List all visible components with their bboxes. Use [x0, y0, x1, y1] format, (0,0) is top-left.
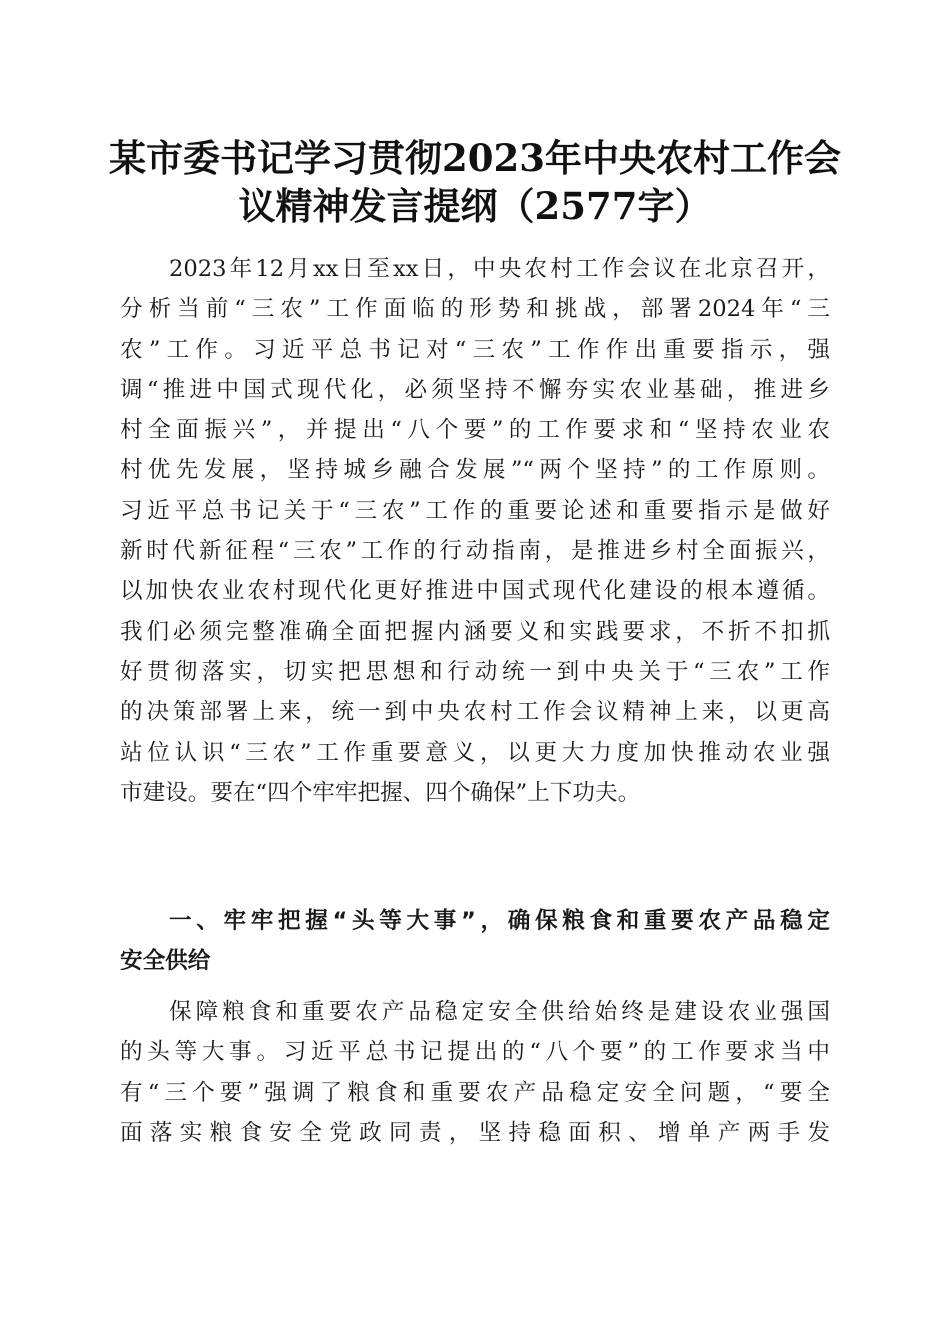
text-line: 我们必须完整准确全面把握内涵要义和实践要求，不折不扣抓 [120, 618, 830, 645]
text-line: 2023年12月xx日至xx日，中央农村工作会议在北京召开， [169, 256, 830, 282]
text-line: 市建设。要在“四个牢牢把握、四个确保”上下功夫。 [120, 779, 641, 806]
text-line: 分析当前“三农”工作面临的形势和挑战，部署2024年“三 [120, 296, 830, 323]
text-line: 保障粮食和重要农产品稳定安全供给始终是建设农业强国 [169, 999, 830, 1025]
text-line: 新时代新征程“三农”工作的行动指南，是推进乡村全面振兴， [120, 538, 830, 565]
heading-line: 一、牢牢把握“头等大事”，确保粮食和重要农产品稳定 [169, 908, 830, 934]
text-line: 农”工作。习近平总书记对“三农”工作作出重要指示，强 [120, 336, 830, 363]
text-line: 的决策部署上来，统一到中央农村工作会议精神上来，以更高 [120, 699, 830, 726]
document-title [90, 134, 860, 230]
title-line-2: 议精神发言提纲（2577字） [238, 184, 712, 228]
text-line: 好贯彻落实，切实把思想和行动统一到中央关于“三农”工作 [120, 658, 830, 685]
paragraph-intro [120, 249, 830, 813]
text-line: 的头等大事。习近平总书记提出的“八个要”的工作要求当中 [120, 1039, 830, 1066]
heading-line: 安全供给 [120, 948, 211, 975]
text-line: 以加快农业农村现代化更好推进中国式现代化建设的根本遵循。 [120, 578, 830, 605]
title-line-1: 某市委书记学习贯彻2023年中央农村工作会 [109, 136, 841, 180]
text-line: 面落实粮食安全党政同责，坚持稳面积、增单产两手发 [120, 1119, 830, 1146]
text-line: 站位认识“三农”工作重要意义，以更大力度加快推动农业强 [120, 739, 830, 766]
text-line: 村优先发展，坚持城乡融合发展”“两个坚持”的工作原则。 [120, 457, 830, 484]
text-line: 村全面振兴”，并提出“八个要”的工作要求和“坚持农业农 [120, 417, 830, 444]
paragraph-section-1 [120, 992, 830, 1153]
text-line: 调“推进中国式现代化，必须坚持不懈夯实农业基础，推进乡 [120, 376, 830, 403]
section-heading-1 [120, 901, 830, 982]
text-line: 习近平总书记关于“三农”工作的重要论述和重要指示是做好 [120, 497, 830, 524]
text-line: 有“三个要”强调了粮食和重要农产品稳定安全问题，“要全 [120, 1079, 830, 1106]
